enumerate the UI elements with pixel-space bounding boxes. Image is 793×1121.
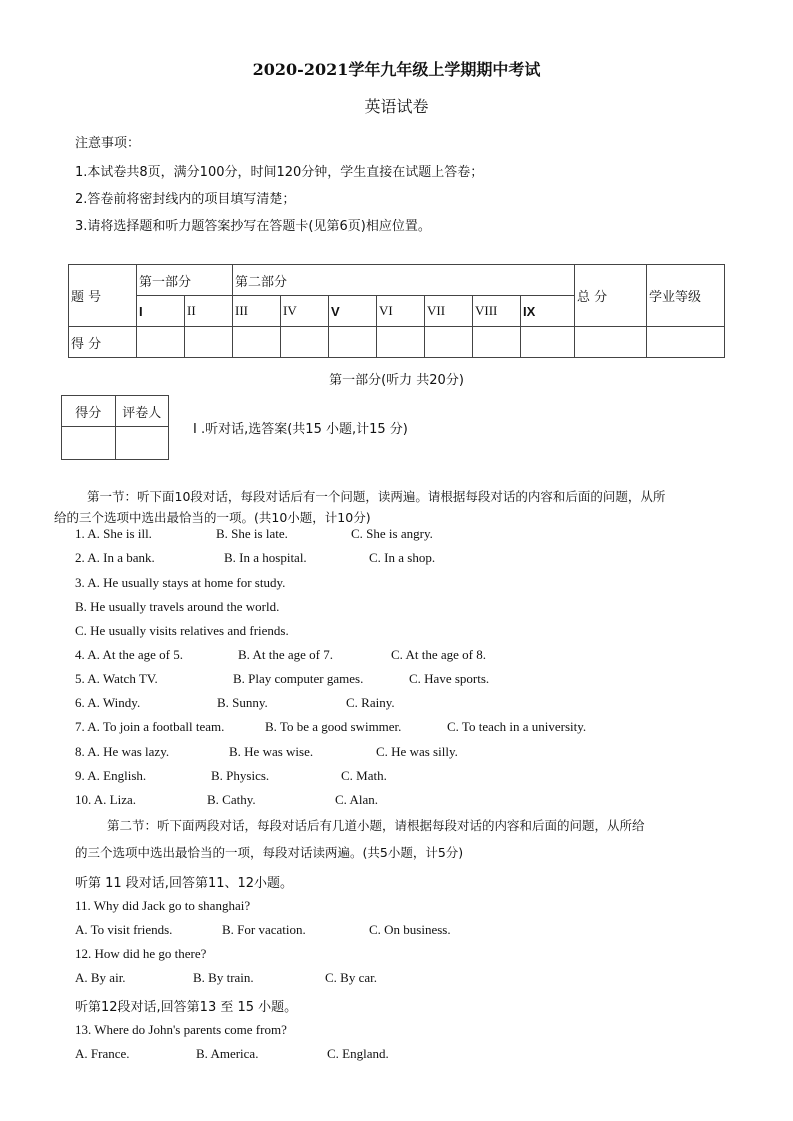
question-stem: 13. Where do John's parents come from? bbox=[75, 1022, 287, 1037]
question-option: B. In a hospital. bbox=[224, 550, 307, 565]
score-cell[interactable] bbox=[473, 327, 521, 358]
question-option: B. He was wise. bbox=[229, 744, 314, 759]
section-a-intro-line2: 给的三个选项中选出最恰当的一项。(共10小题，计10分) bbox=[54, 510, 371, 525]
part1-heading: 第一部分(听力 共20分) bbox=[329, 373, 464, 388]
question-option: 7. A. To join a football team. bbox=[75, 719, 225, 734]
score-cell[interactable] bbox=[425, 327, 473, 358]
question-option: 4. A. At the age of 5. bbox=[75, 647, 183, 662]
question-stem: 11. Why did Jack go to shanghai? bbox=[75, 898, 251, 913]
question-option: B. By train. bbox=[193, 970, 254, 985]
question-option: B. To be a good swimmer. bbox=[265, 719, 402, 734]
grader-table bbox=[61, 395, 169, 460]
part2-header: 第二部分 bbox=[233, 265, 575, 296]
row-label-question-number: 题 号 bbox=[69, 265, 137, 327]
notice-item-1: 1.本试卷共8页，满分100分，时间120分钟，学生直接在试题上答卷； bbox=[75, 165, 484, 180]
grader-reviewer-cell[interactable] bbox=[115, 427, 169, 460]
col-header-1: I bbox=[137, 296, 185, 327]
question-option: 8. A. He was lazy. bbox=[75, 744, 170, 759]
question-option: B. Physics. bbox=[211, 768, 270, 783]
question-option: 1. A. She is ill. bbox=[75, 526, 152, 541]
question-option: C. Alan. bbox=[335, 792, 378, 807]
question-option: 5. A. Watch TV. bbox=[75, 671, 158, 686]
score-cell[interactable] bbox=[137, 327, 185, 358]
col-header-5: V bbox=[329, 296, 377, 327]
col-header-4: IV bbox=[281, 296, 329, 327]
section1-title: I .听对话,选答案(共15 小题,计15 分) bbox=[193, 422, 408, 437]
dialog-12-intro: 听第12段对话,回答第13 至 15 小题。 bbox=[75, 1000, 298, 1015]
question-option: B. He usually travels around the world. bbox=[75, 599, 280, 614]
col-header-3: III bbox=[233, 296, 281, 327]
col-header-7: VII bbox=[425, 296, 473, 327]
total-header: 总 分 bbox=[575, 265, 647, 327]
grader-score-cell[interactable] bbox=[62, 427, 116, 460]
score-cell[interactable] bbox=[329, 327, 377, 358]
col-header-2: II bbox=[185, 296, 233, 327]
score-cell[interactable] bbox=[233, 327, 281, 358]
question-option: C. He usually visits relatives and friends. bbox=[75, 623, 289, 638]
question-option: B. At the age of 7. bbox=[238, 647, 333, 662]
question-option: 10. A. Liza. bbox=[75, 792, 137, 807]
score-cell[interactable] bbox=[281, 327, 329, 358]
question-option: C. She is angry. bbox=[351, 526, 433, 541]
dialog-11-intro: 听第 11 段对话,回答第11、12小题。 bbox=[75, 876, 294, 891]
part1-header: 第一部分 bbox=[137, 265, 233, 296]
question-option: B. Play computer games. bbox=[233, 671, 364, 686]
col-header-8: VIII bbox=[473, 296, 521, 327]
question-option: C. Rainy. bbox=[346, 695, 395, 710]
section-b-intro-line1: 第二节：听下面两段对话，每段对话后有几道小题，请根据每段对话的内容和后面的问题，从所给 bbox=[107, 818, 645, 833]
question-option: C. He was silly. bbox=[376, 744, 458, 759]
question-option: C. On business. bbox=[369, 922, 451, 937]
notice-item-3: 3.请将选择题和听力题答案抄写在答题卡(见第6页)相应位置。 bbox=[75, 219, 431, 234]
notice-item-2: 2.答卷前将密封线内的项目填写清楚； bbox=[75, 192, 296, 207]
col-header-9: IX bbox=[521, 296, 575, 327]
total-score-cell[interactable] bbox=[575, 327, 647, 358]
col-header-6: VI bbox=[377, 296, 425, 327]
question-option: C. Math. bbox=[341, 768, 387, 783]
score-cell[interactable] bbox=[185, 327, 233, 358]
question-option: C. England. bbox=[327, 1046, 389, 1061]
section-a-intro-line1: 第一节：听下面10段对话，每段对话后有一个问题，读两遍。请根据每段对话的内容和后面的问题，从所 bbox=[87, 489, 666, 504]
question-option: C. By car. bbox=[325, 970, 377, 985]
question-option: A. France. bbox=[75, 1046, 130, 1061]
question-option: A. By air. bbox=[75, 970, 126, 985]
question-option: C. Have sports. bbox=[409, 671, 490, 686]
question-option: A. To visit friends. bbox=[75, 922, 173, 937]
question-option: C. To teach in a university. bbox=[447, 719, 587, 734]
question-option: C. In a shop. bbox=[369, 550, 436, 565]
row-label-score: 得 分 bbox=[69, 327, 137, 358]
question-option: B. Cathy. bbox=[207, 792, 256, 807]
grade-header: 学业等级 bbox=[647, 265, 725, 327]
question-option: C. At the age of 8. bbox=[391, 647, 486, 662]
question-option: 6. A. Windy. bbox=[75, 695, 141, 710]
score-cell[interactable] bbox=[521, 327, 575, 358]
question-option: B. America. bbox=[196, 1046, 259, 1061]
notice-heading: 注意事项： bbox=[75, 136, 141, 151]
section-b-intro-line2: 的三个选项中选出最恰当的一项，每段对话读两遍。(共5小题，计5分) bbox=[75, 845, 464, 860]
exam-title: 2020-2021学年九年级上学期期中考试 bbox=[252, 60, 541, 79]
grader-score-label: 得分 bbox=[62, 396, 116, 427]
question-option: 9. A. English. bbox=[75, 768, 147, 783]
question-option: 3. A. He usually stays at home for study. bbox=[75, 575, 286, 590]
grade-cell[interactable] bbox=[647, 327, 725, 358]
grader-reviewer-label: 评卷人 bbox=[115, 396, 169, 427]
exam-subtitle: 英语试卷 bbox=[364, 97, 429, 116]
score-table bbox=[68, 264, 725, 358]
score-cell[interactable] bbox=[377, 327, 425, 358]
question-stem: 12. How did he go there? bbox=[75, 946, 207, 961]
question-option: 2. A. In a bank. bbox=[75, 550, 155, 565]
question-option: B. She is late. bbox=[216, 526, 288, 541]
question-option: B. For vacation. bbox=[222, 922, 306, 937]
question-option: B. Sunny. bbox=[217, 695, 268, 710]
